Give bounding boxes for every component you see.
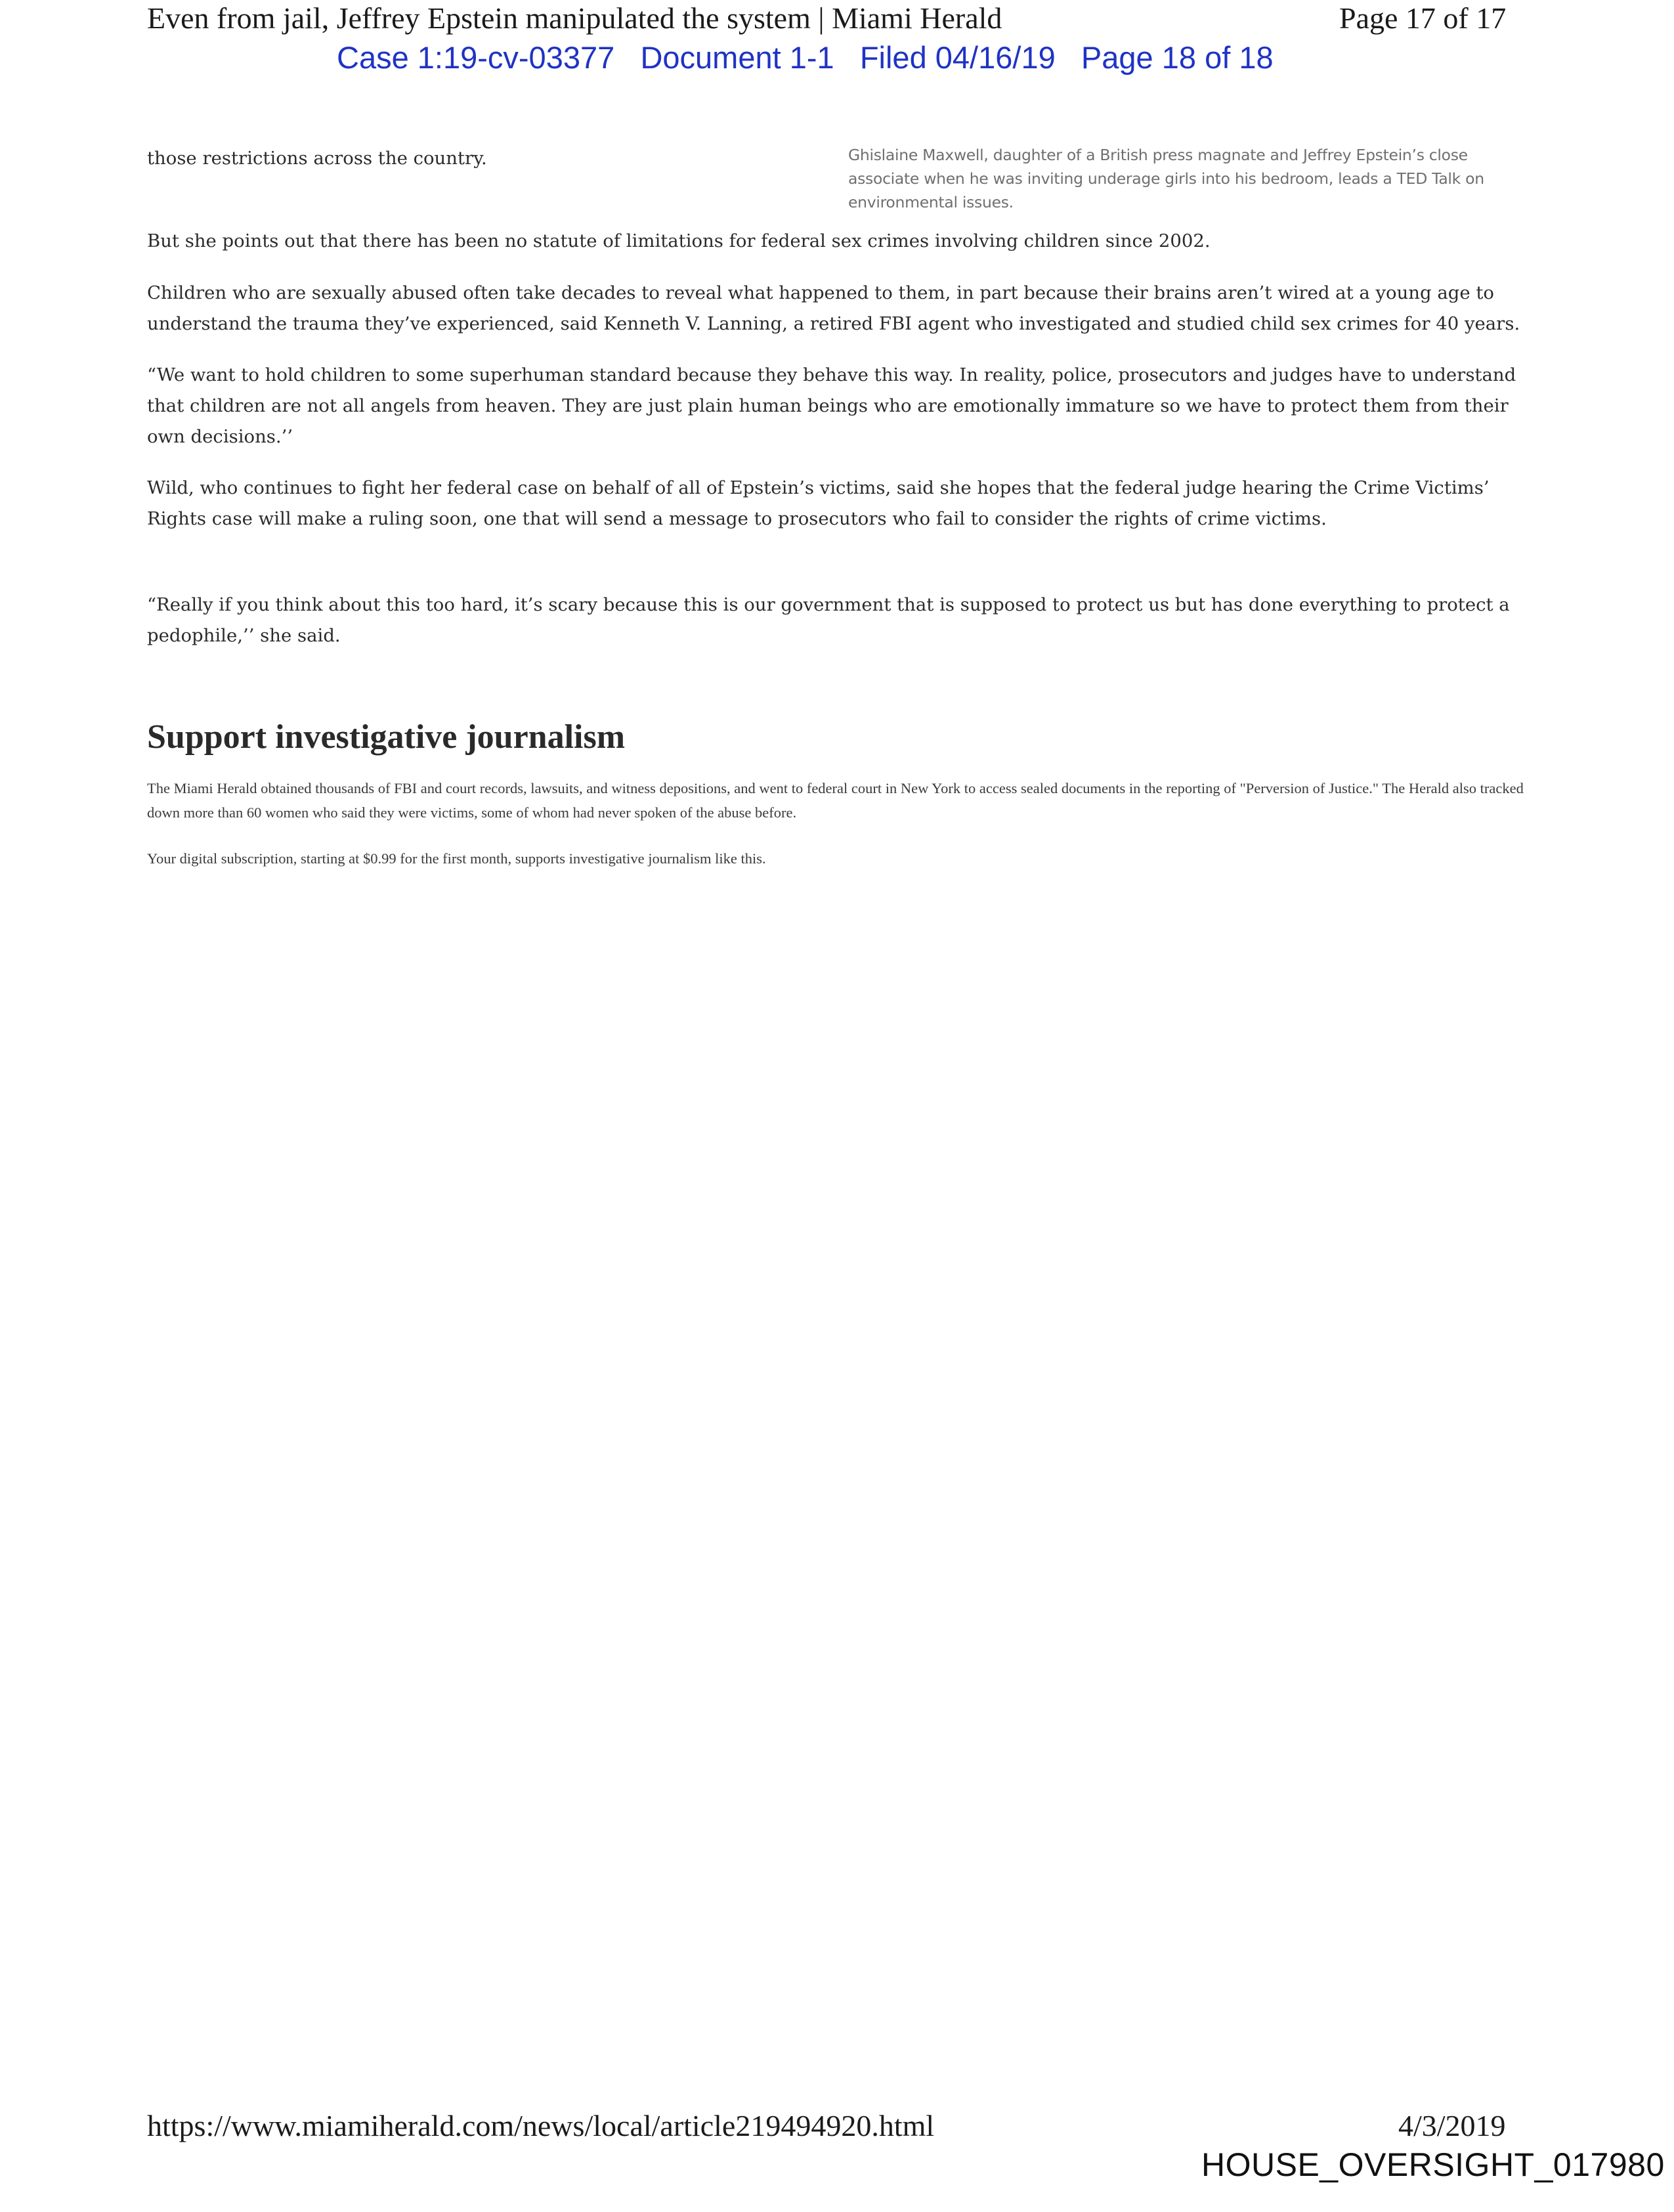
- photo-caption: Ghislaine Maxwell, daughter of a British press magnate and Jeffrey Epstein’s close associate when he was inviting underage girls into his bedroom, leads a TED Talk on environmental issues.: [848, 146, 1484, 211]
- article-paragraph: “We want to hold children to some superhuman standard because they behave this way. In reality, police, prosecutors and judges have to understand that children are not all angels from heaven. They are just plain human beings who are emotionally immature so we have to protect them from their own decisions.’’: [147, 364, 1516, 447]
- case-number: Case 1:19-cv-03377: [337, 40, 615, 75]
- print-header-title: Even from jail, Jeffrey Epstein manipulated the system | Miami Herald: [147, 1, 1002, 35]
- print-footer-date: 4/3/2019: [1398, 2109, 1506, 2142]
- print-header-page-number: Page 17 of 17: [1339, 1, 1507, 35]
- document-number: Document 1-1: [640, 40, 834, 75]
- subscription-paragraph: Your digital subscription, starting at $0.99 for the first month, supports investigative journalism like this.: [147, 850, 766, 867]
- court-filing-stamp: [337, 38, 1274, 77]
- bates-number: HOUSE_OVERSIGHT_017980: [1201, 2146, 1665, 2183]
- filed-date: Filed 04/16/19: [859, 40, 1056, 75]
- article-paragraph: Wild, who continues to fight her federal case on behalf of all of Epstein’s victims, said she hopes that the federal judge hearing the Crime Victims’ Rights case will make a ruling soon, one that will send a message to prosecutors who fail to consider the rights of crime victims.: [147, 477, 1490, 529]
- support-paragraph: The Miami Herald obtained thousands of FBI and court records, lawsuits, and witness depositions, and went to federal court in New York to access sealed documents in the reporting of "Perversion of Justice." The Herald also tracked down more than 60 women who said they were victims, some of whom had never spoken of the abuse before.: [147, 780, 1524, 821]
- print-footer-url: https://www.miamiherald.com/news/local/article219494920.html: [147, 2109, 935, 2142]
- article-paragraph: But she points out that there has been no statute of limitations for federal sex crimes involving children since 2002.: [147, 230, 1211, 251]
- article-paragraph: Children who are sexually abused often take decades to reveal what happened to them, in part because their brains aren’t wired at a young age to understand the trauma they’ve experienced, said Kenneth V. Lanning, a retired FBI agent who investigated and studied child sex crimes for 40 years.: [147, 282, 1520, 334]
- article-paragraph: “Really if you think about this too hard, it’s scary because this is our government that is supposed to protect us but has done everything to protect a pedophile,’’ she said.: [147, 594, 1510, 646]
- filing-page-number: Page 18 of 18: [1081, 40, 1274, 75]
- support-heading: Support investigative journalism: [147, 718, 626, 756]
- article-fragment-paragraph: those restrictions across the country.: [147, 148, 487, 169]
